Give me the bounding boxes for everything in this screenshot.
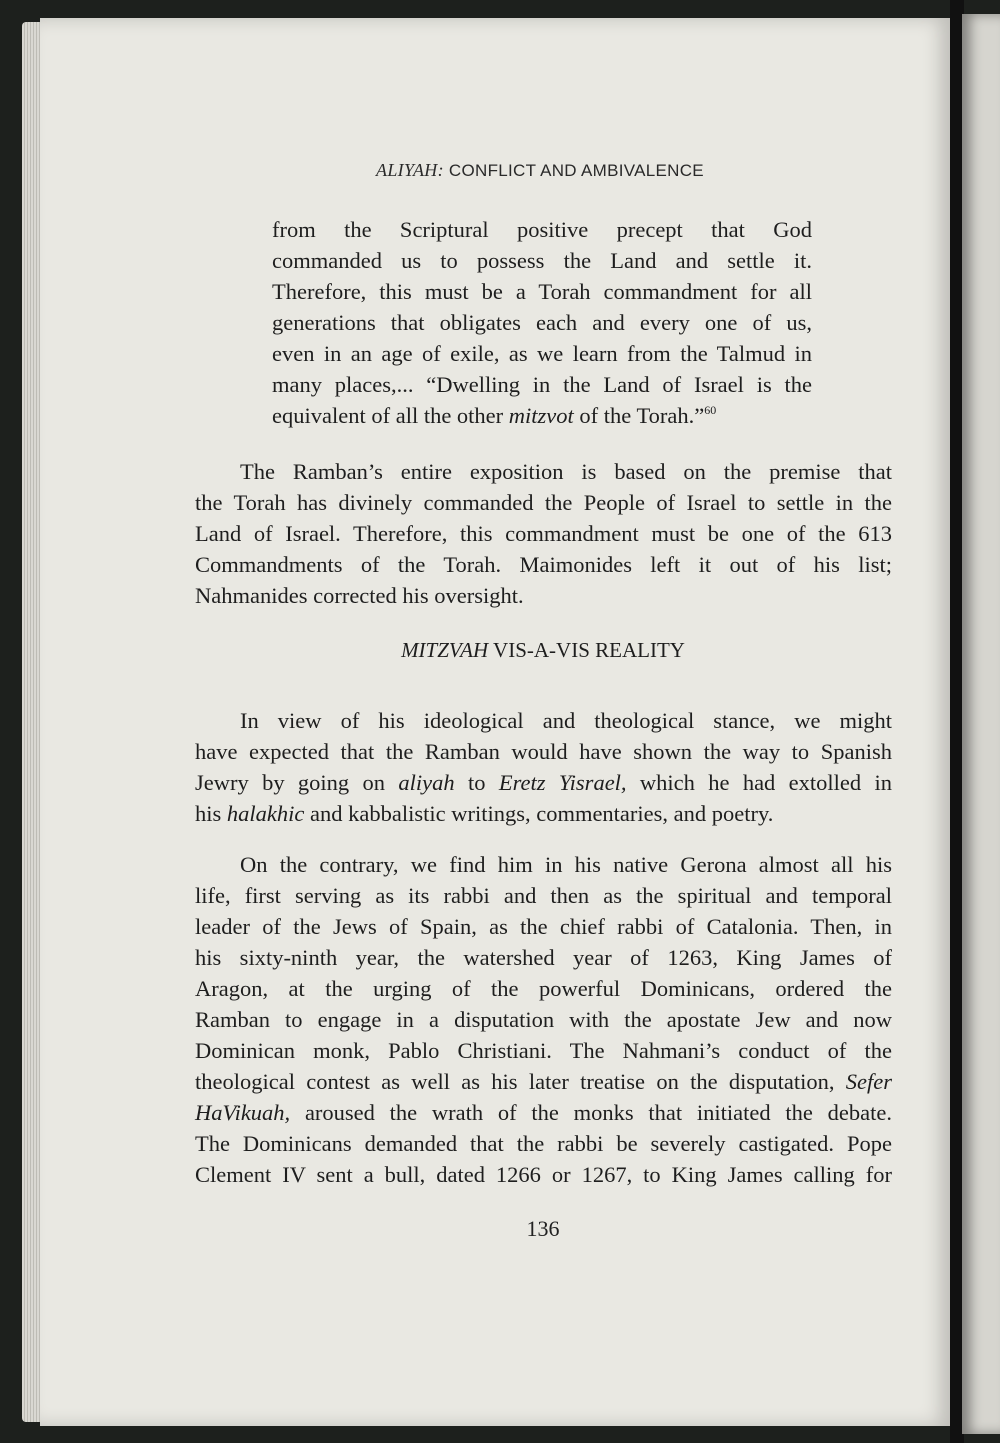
text-run: The Ramban’s entire exposition is based on the premise that <box>195 459 892 484</box>
text-run: Clement IV sent a bull, dated 1266 or 1267, to King James calling for <box>195 1162 892 1187</box>
italic-text: aliyah <box>398 770 455 795</box>
footnote-ref: 60 <box>704 403 717 417</box>
text-run: from the Scriptural positive precept that God <box>272 217 812 242</box>
paragraph-line <box>195 705 892 736</box>
paragraph-line <box>195 456 892 487</box>
block-quote-line <box>272 214 812 245</box>
italic-text: Eretz Yisrael, <box>498 770 627 795</box>
paragraph-line <box>195 549 892 580</box>
text-run: aroused the wrath of the monks that initiated the debate. <box>290 1100 892 1125</box>
running-header-italic: ALIYAH: <box>376 160 444 180</box>
text-run: Therefore, this must be a Torah commandment for all <box>272 279 812 304</box>
running-header-text: CONFLICT AND AMBIVALENCE <box>443 161 704 180</box>
paragraph-line <box>195 1128 892 1159</box>
italic-text: mitzvot <box>508 403 574 428</box>
block-quote-line <box>272 245 812 276</box>
block-quote-line <box>272 400 812 431</box>
paragraph-line <box>195 911 892 942</box>
text-run: many places,... “Dwelling in the Land of Israel is the <box>272 372 812 397</box>
text-run: have expected that the Ramban would have shown the way to Spanish <box>195 739 892 764</box>
text-run: his <box>195 801 227 826</box>
paragraph-line <box>195 736 892 767</box>
text-run: life, first serving as its rabbi and then as the spiritual and temporal <box>195 883 892 908</box>
paragraph-line <box>195 942 892 973</box>
text-run: The Dominicans demanded that the rabbi be severely castigated. Pope <box>195 1131 892 1156</box>
paragraph-line <box>195 1035 892 1066</box>
text-run: Aragon, at the urging of the powerful Dominicans, ordered the <box>195 976 892 1001</box>
italic-text: Sefer <box>845 1069 892 1094</box>
text-run: of the Torah.” <box>573 403 705 428</box>
text-run: to <box>454 770 499 795</box>
section-heading-italic: MITZVAH <box>401 638 489 662</box>
paragraph-line <box>195 880 892 911</box>
text-run: Commandments of the Torah. Maimonides left it out of his list; <box>195 552 892 577</box>
paragraph-line <box>195 1004 892 1035</box>
text-run: theological contest as well as his later treatise on the disputation, <box>195 1069 846 1094</box>
block-quote-line <box>272 276 812 307</box>
text-run: On the contrary, we find him in his native Gerona almost all his <box>195 852 892 877</box>
text-run: In view of his ideological and theological stance, we might <box>195 708 892 733</box>
paragraph-line <box>195 973 892 1004</box>
text-run: the Torah has divinely commanded the People of Israel to settle in the <box>195 490 892 515</box>
text-run: Nahmanides corrected his oversight. <box>195 583 524 608</box>
text-run: Jewry by going on <box>195 770 399 795</box>
paragraph-line <box>195 849 892 880</box>
text-run: equivalent of all the other <box>272 403 509 428</box>
text-run: even in an age of exile, as we learn from the Talmud in <box>272 341 812 366</box>
section-heading-text: VIS-A-VIS REALITY <box>488 638 685 662</box>
paragraph-line <box>195 767 892 798</box>
block-quote-line <box>272 307 812 338</box>
page-number: 136 <box>526 1216 560 1241</box>
paragraph-line <box>195 518 892 549</box>
text-run: Land of Israel. Therefore, this commandment must be one of the 613 <box>195 521 892 546</box>
paragraph-line <box>195 580 892 611</box>
text-run: his sixty-ninth year, the watershed year of 1263, King James of <box>195 945 892 970</box>
text-run: which he had extolled in <box>626 770 892 795</box>
paragraph-line <box>195 1097 892 1128</box>
block-quote-line <box>272 369 812 400</box>
text-run: Dominican monk, Pablo Christiani. The Nahmani’s conduct of the <box>195 1038 892 1063</box>
running-header <box>0 160 1000 181</box>
paragraph-line <box>195 487 892 518</box>
text-run: commanded us to possess the Land and settle it. <box>272 248 812 273</box>
italic-text: halakhic <box>226 801 305 826</box>
text-run: leader of the Jews of Spain, as the chief rabbi of Catalonia. Then, in <box>195 914 892 939</box>
text-run: Ramban to engage in a disputation with the apostate Jew and now <box>195 1007 892 1032</box>
paragraph-line <box>195 798 892 829</box>
block-quote-line <box>272 338 812 369</box>
section-heading <box>0 638 1000 663</box>
paragraph-line <box>195 1066 892 1097</box>
text-run: generations that obligates each and every one of us, <box>272 310 812 335</box>
text-run: and kabbalistic writings, commentaries, and poetry. <box>304 801 774 826</box>
italic-text: HaVikuah, <box>195 1100 291 1125</box>
paragraph-line <box>195 1159 892 1190</box>
